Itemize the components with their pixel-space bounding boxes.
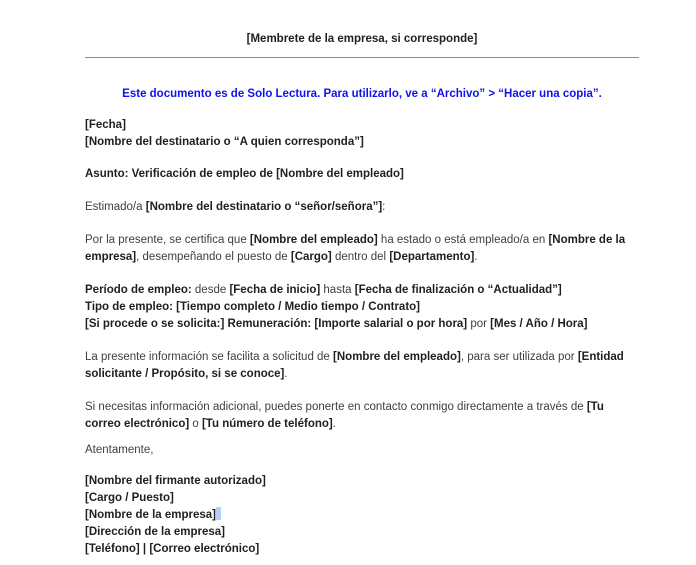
- intro-paragraph: Por la presente, se certifica que [Nombre del empleado] ha estado o está empleado/a en [Nombre de la empresa], desempeñando el puesto de [Cargo] dentro del [Departamento].: [85, 234, 626, 263]
- contact-paragraph: Si necesitas información adicional, puedes ponerte en contacto conmigo directamente a través de [Tu correo electrónico] o [Tu número de teléfono].: [85, 401, 604, 430]
- date-placeholder: [Fecha]: [85, 119, 126, 131]
- signer-name-placeholder: [Nombre del firmante autorizado]: [85, 475, 266, 487]
- salutation-line: Estimado/a [Nombre del destinatario o “señor/señora”]:: [85, 201, 386, 213]
- recipient-placeholder: [Nombre del destinatario o “A quien corresponda”]: [85, 136, 364, 148]
- recipient-block: [85, 117, 639, 151]
- company-address-placeholder: [Dirección de la empresa]: [85, 526, 225, 538]
- request-paragraph: La presente información se facilita a solicitud de [Nombre del empleado], para ser utilizada por [Entidad solicitante / Propósito, si se conoce].: [85, 351, 624, 380]
- document-content: [85, 0, 639, 558]
- compensation-line: [Si procede o se solicita:] Remuneración: [Importe salarial o por hora] por [Mes / Año / Hora]: [85, 318, 588, 330]
- signer-title-placeholder: [Cargo / Puesto]: [85, 492, 174, 504]
- header-divider: [85, 57, 639, 58]
- read-only-notice: Este documento es de Solo Lectura. Para utilizarlo, ve a “Archivo” > “Hacer una copia”.: [122, 88, 602, 100]
- company-name-placeholder: [Nombre de la empresa]: [85, 509, 217, 521]
- closing-line: Atentamente,: [85, 444, 154, 456]
- employment-period-line: Período de empleo: desde [Fecha de inicio] hasta [Fecha de finalización o “Actualidad”]: [85, 284, 562, 296]
- subject-line: Asunto: Verificación de empleo de [Nombre del empleado]: [85, 168, 404, 180]
- employment-details-block: [85, 282, 639, 333]
- signature-block: [85, 473, 639, 558]
- phone-email-placeholder: [Teléfono] | [Correo electrónico]: [85, 543, 260, 555]
- letterhead-placeholder: [Membrete de la empresa, si corresponde]: [246, 33, 478, 45]
- employment-type-line: Tipo de empleo: [Tiempo completo / Medio tiempo / Contrato]: [85, 301, 420, 313]
- text-selection-highlight: [216, 507, 221, 520]
